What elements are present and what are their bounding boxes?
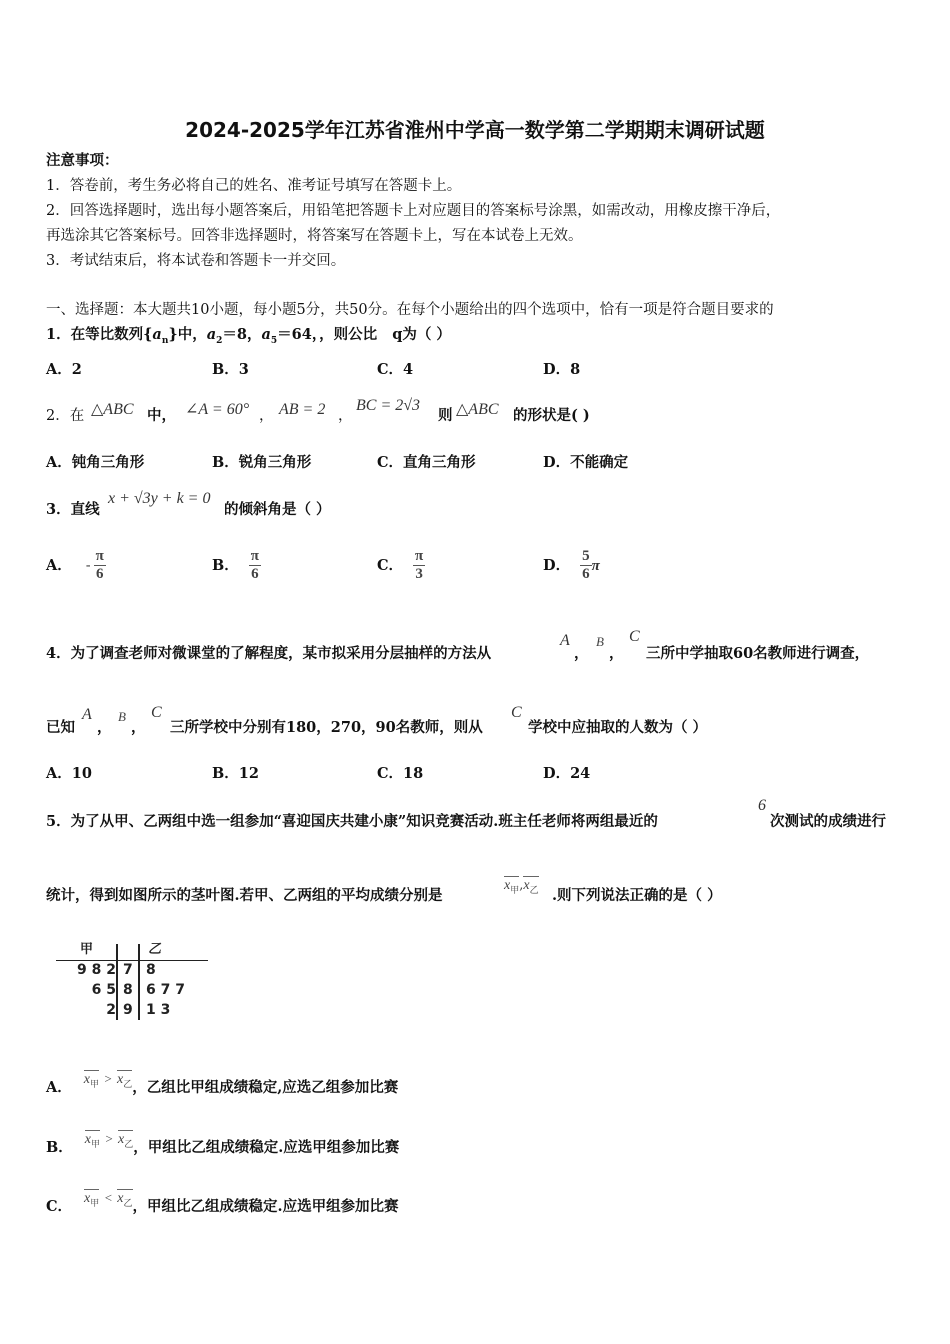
stem-leaf-row-2-stem: 8 xyxy=(123,982,133,998)
q5-option-a-text: ，乙组比甲组成绩稳定,应选乙组参加比赛 xyxy=(132,1079,399,1096)
q1-stem-a: 1．在等比数列{ xyxy=(46,326,153,343)
q2-triangle-2: △ABC xyxy=(456,401,499,418)
q3-option-d-den: 6 xyxy=(582,566,590,582)
q5-option-b-formula xyxy=(85,1129,133,1154)
q3-option-b-label: B． xyxy=(212,556,239,574)
stem-leaf-row-1-left: 9 8 2 xyxy=(77,962,116,978)
q5-option-c-x1: x xyxy=(84,1190,91,1206)
q2-option-a: A．钝角三角形 xyxy=(46,454,145,471)
q5-option-c-sub2: 乙 xyxy=(123,1197,133,1208)
q4-label-a-2: A xyxy=(82,706,92,723)
q5-option-c xyxy=(46,1189,399,1217)
q5-option-c-text: ，甲组比乙组成绩稳定.应选甲组参加比赛 xyxy=(132,1198,399,1215)
q5-means: $x_甲,x_乙$ xyxy=(504,878,539,895)
stem-leaf-vline-right xyxy=(138,944,140,1020)
q3-option-c xyxy=(377,548,425,583)
q4-sep-1: ， xyxy=(574,645,589,662)
notice-heading: 注意事项： xyxy=(46,152,119,169)
q1-a5-sub: 5 xyxy=(270,335,278,346)
q1-a2-val: ＝8， xyxy=(222,326,262,343)
q5-line2-tail: .则下列说法正确的是（ ） xyxy=(552,887,722,904)
q3-option-c-num: π xyxy=(415,548,424,564)
q3-option-c-den: 3 xyxy=(415,566,423,582)
q3-option-a xyxy=(46,548,106,583)
q1-q: q xyxy=(392,326,403,343)
q1-option-a: A．2 xyxy=(46,361,82,378)
q2-comma-1: ， xyxy=(259,408,274,424)
notice-item-2-cont: 再选涂其它答案标号。回答非选择题时，将答案写在答题卡上，写在本试卷上无效。 xyxy=(46,228,583,244)
q3-option-b-den: 6 xyxy=(251,566,259,582)
q4-sep-4: ， xyxy=(131,719,146,736)
stem-leaf-row-2-right: 6 7 7 xyxy=(146,982,185,998)
q5-option-a-x1: x xyxy=(83,1071,90,1087)
q5-x-jia: x xyxy=(504,878,511,893)
q2-ab: AB = 2 xyxy=(279,401,326,418)
q3-option-a-den: 6 xyxy=(96,566,104,582)
q2-bc: BC = 2√3 xyxy=(356,397,421,414)
stem-leaf-row-2-left: 6 5 xyxy=(91,982,116,998)
stem-leaf-plot xyxy=(52,938,212,1022)
q1-option-d: D．8 xyxy=(543,361,581,378)
q4-sep-3: ， xyxy=(97,719,112,736)
q5-option-c-x2: x xyxy=(117,1190,124,1206)
q5-sub-jia: 甲 xyxy=(510,884,520,895)
q2-triangle-1: △ABC xyxy=(91,401,134,418)
q5-option-b-label: B． xyxy=(46,1139,73,1156)
q5-six: 6 xyxy=(758,797,766,814)
q5-option-a-sub2: 乙 xyxy=(123,1078,133,1089)
q4-line2-head: 已知 xyxy=(46,719,75,736)
q5-line1: 5．为了从甲、乙两组中选一组参加“喜迎国庆共建小康”知识竞赛活动.班主任老师将两组最近的 xyxy=(46,813,658,830)
q3-option-b xyxy=(212,548,261,583)
q5-option-c-rel: < xyxy=(103,1189,113,1205)
q1-stem-b: }中， xyxy=(168,326,207,343)
q5-xbar-yi xyxy=(523,876,538,893)
q4-option-a: A．10 xyxy=(46,765,92,782)
stem-leaf-row-3-right: 1 3 xyxy=(146,1002,171,1018)
q4-label-c: C xyxy=(629,628,640,645)
q2-option-b: B．锐角三角形 xyxy=(212,454,312,471)
q5-sub-yi: 乙 xyxy=(529,884,539,895)
q4-label-c-2: C xyxy=(151,704,162,721)
q3-equation: x + √3y + k = 0 xyxy=(108,490,211,507)
q5-option-b-rel: > xyxy=(104,1130,114,1146)
page-title: 2024-2025学年江苏省淮州中学高一数学第二学期期末调研试题 xyxy=(185,118,765,142)
q4-label-c-3: C xyxy=(511,704,522,721)
q5-option-b-x2: x xyxy=(118,1131,125,1147)
q3-option-a-fraction xyxy=(94,548,106,583)
q1-stem-c: 为（ ） xyxy=(402,326,451,343)
stem-leaf-head-yi: 乙 xyxy=(148,942,162,957)
q2-num: 2．在 xyxy=(46,408,85,424)
q2-mid: 中， xyxy=(147,407,176,424)
q4-option-b: B．12 xyxy=(212,765,259,782)
q3-option-c-label: C． xyxy=(377,556,404,574)
q3-option-c-fraction xyxy=(413,548,425,583)
stem-leaf-row-3-left: 2 xyxy=(106,1002,116,1018)
q3-option-a-num: π xyxy=(95,548,104,564)
q5-option-b-sub1: 甲 xyxy=(90,1138,100,1149)
stem-leaf-hline xyxy=(56,960,208,961)
q4-label-b-2: B xyxy=(118,709,126,724)
q5-option-a-x2: x xyxy=(117,1071,124,1087)
q2-then: 则 xyxy=(438,407,453,424)
q4-sep-2: ， xyxy=(609,645,624,662)
q5-option-b-x1: x xyxy=(84,1131,91,1147)
q1-option-b: B．3 xyxy=(212,361,249,378)
q4-line2-mid: 三所学校中分别有180，270，90名教师，则从 xyxy=(170,719,483,736)
q5-option-c-xbar-yi xyxy=(117,1189,132,1206)
q5-option-a xyxy=(46,1070,399,1098)
notice-item-3: 3．考试结束后，将本试卷和答题卡一并交回。 xyxy=(46,253,346,269)
q5-option-b-xbar-yi xyxy=(118,1130,133,1147)
q3-num: 3．直线 xyxy=(46,501,100,518)
notice-item-1: 1．答卷前，考生务必将自己的姓名、准考证号填写在答题卡上。 xyxy=(46,178,462,194)
stem-leaf-head-jia: 甲 xyxy=(80,942,94,957)
q5-option-a-label: A． xyxy=(46,1079,72,1096)
q3-option-d-label: D． xyxy=(543,556,571,574)
q5-option-a-sub1: 甲 xyxy=(89,1078,99,1089)
q4-label-a: A xyxy=(560,632,570,649)
stem-leaf-row-1-stem: 7 xyxy=(123,962,133,978)
q3-option-a-sign: - xyxy=(85,557,91,574)
q4-line1-tail: 三所中学抽取60名教师进行调查， xyxy=(646,645,870,662)
q5-option-b xyxy=(46,1130,400,1158)
q2-tail: 的形状是( ) xyxy=(513,407,590,424)
notice-item-2: 2．回答选择题时，选出每小题答案后，用铅笔把答题卡上对应题目的答案标号涂黑，如需改动，用橡皮擦干净后， xyxy=(46,203,781,219)
q3-option-d-num: 5 xyxy=(582,548,590,564)
q5-x-yi: x xyxy=(523,878,530,893)
q1-an: a xyxy=(152,326,162,343)
q5-option-a-rel: > xyxy=(103,1070,113,1086)
q2-option-c: C．直角三角形 xyxy=(377,454,476,471)
section-heading: 一、选择题：本大题共10小题，每小题5分，共50分。在每个小题给出的四个选项中，恰有一项是符合题目要求的 xyxy=(46,302,774,318)
stem-leaf-vline-left xyxy=(116,944,118,1020)
q3-option-d xyxy=(543,548,600,583)
q1-an-sub: n xyxy=(161,335,169,346)
q3-option-b-num: π xyxy=(250,548,259,564)
q5-option-b-xbar-jia xyxy=(85,1130,100,1147)
q5-option-a-xbar-yi xyxy=(117,1070,132,1087)
q3-option-d-fraction xyxy=(580,548,592,583)
q5-option-c-xbar-jia xyxy=(84,1189,99,1206)
q3-option-d-pi: π xyxy=(591,557,600,574)
q3-option-b-fraction xyxy=(249,548,261,583)
q5-option-b-sub2: 乙 xyxy=(124,1138,134,1149)
q5-xbar-jia xyxy=(504,876,519,893)
q5-line2: 统计，得到如图所示的茎叶图.若甲、乙两组的平均成绩分别是 xyxy=(46,887,443,904)
q4-option-c: C．18 xyxy=(377,765,424,782)
q3-tail: 的倾斜角是（ ） xyxy=(224,501,331,518)
question-1 xyxy=(46,325,451,351)
q1-a5-val: ＝64，，则公比 xyxy=(277,326,378,343)
stem-leaf-row-3-stem: 9 xyxy=(123,1002,133,1018)
q5-option-c-sub1: 甲 xyxy=(90,1197,100,1208)
q4-option-d: D．24 xyxy=(543,765,591,782)
q5-option-c-formula xyxy=(84,1188,132,1213)
q1-a2: a xyxy=(206,326,217,343)
q5-line1-tail: 次测试的成绩进行 xyxy=(770,813,886,830)
q5-option-a-xbar-jia xyxy=(84,1070,99,1087)
q4-line1: 4．为了调查老师对微课堂的了解程度，某市拟采用分层抽样的方法从 xyxy=(46,645,492,662)
q2-comma-2: ， xyxy=(338,408,353,424)
q5-option-b-text: ，甲组比乙组成绩稳定.应选甲组参加比赛 xyxy=(133,1139,400,1156)
q1-option-c: C．4 xyxy=(377,361,414,378)
q4-label-b: B xyxy=(596,634,604,649)
q3-option-a-label: A． xyxy=(46,556,72,574)
q2-option-d: D．不能确定 xyxy=(543,454,629,471)
q2-angle: ∠A = 60° xyxy=(185,401,250,418)
q4-line2-tail: 学校中应抽取的人数为（ ） xyxy=(528,719,708,736)
q5-option-a-formula xyxy=(84,1069,132,1094)
q5-option-c-label: C． xyxy=(46,1198,73,1215)
q1-a2-sub: 2 xyxy=(216,335,223,346)
stem-leaf-row-1-right: 8 xyxy=(146,962,156,978)
q1-a5: a xyxy=(261,326,271,343)
